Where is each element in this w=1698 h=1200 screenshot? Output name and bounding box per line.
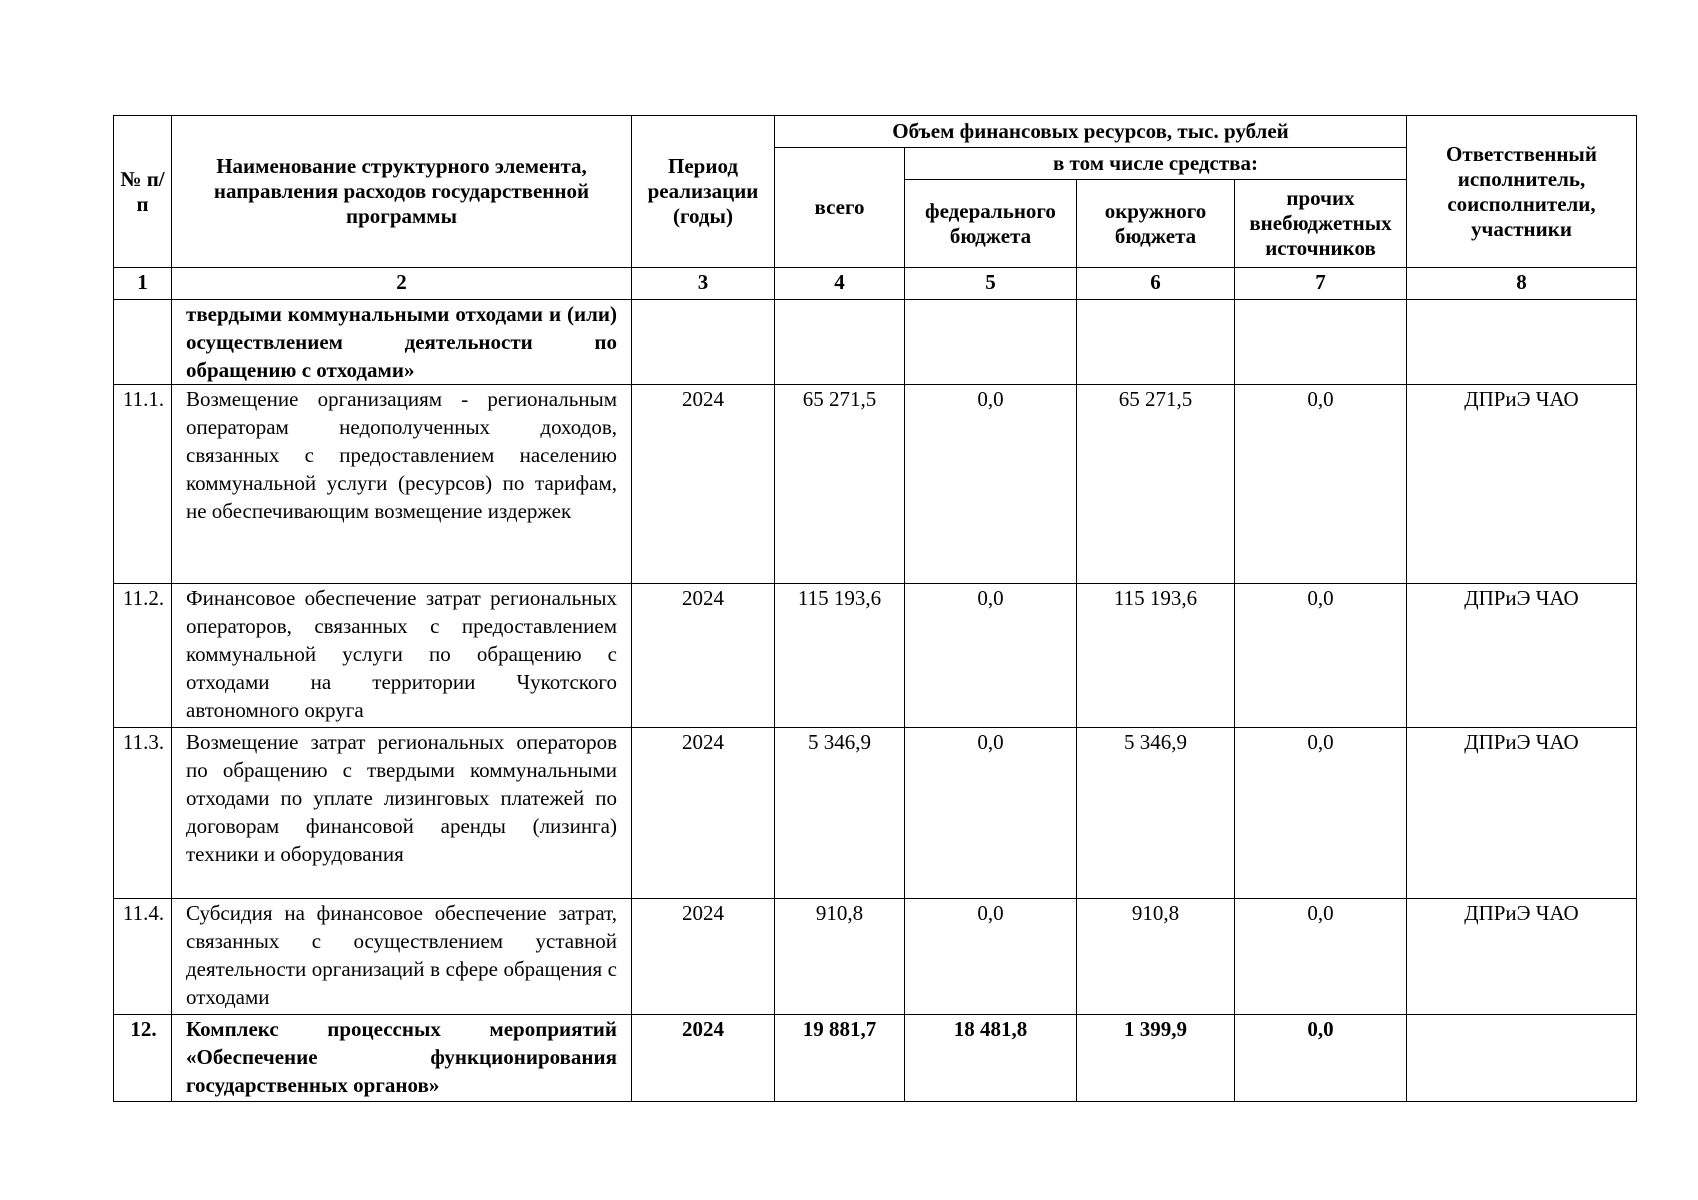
row-name: твердыми коммунальными отходами и (или) осуществлением деятельности по обращению с отходами» (172, 300, 632, 385)
row-federal (905, 300, 1077, 385)
row-total: 5 346,9 (775, 728, 905, 899)
header-name: Наименование структурного элемента, направления расходов государственной программы (172, 116, 632, 268)
row-period: 2024 (632, 899, 775, 1015)
row-period: 2024 (632, 728, 775, 899)
row-total: 115 193,6 (775, 584, 905, 728)
header-num: № п/п (114, 116, 172, 268)
header-district: окружного бюджета (1077, 180, 1235, 268)
row-period: 2024 (632, 584, 775, 728)
table-row (114, 899, 1637, 1015)
budget-table (113, 115, 1637, 1102)
row-federal: 0,0 (905, 899, 1077, 1015)
header-responsible: Ответственный исполнитель, соисполнители, участники (1407, 116, 1637, 268)
row-district: 5 346,9 (1077, 728, 1235, 899)
row-name: Субсидия на финансовое обеспечение затрат, связанных с осуществлением уставной деятельности организаций в сфере обращения с отходами (172, 899, 632, 1015)
row-other: 0,0 (1235, 584, 1407, 728)
row-period: 2024 (632, 385, 775, 584)
column-number: 5 (905, 268, 1077, 300)
row-num (114, 300, 172, 385)
row-total: 19 881,7 (775, 1015, 905, 1102)
column-number: 1 (114, 268, 172, 300)
row-federal: 0,0 (905, 728, 1077, 899)
row-other: 0,0 (1235, 899, 1407, 1015)
row-other: 0,0 (1235, 728, 1407, 899)
header-row-1 (114, 116, 1637, 148)
column-number: 6 (1077, 268, 1235, 300)
column-number: 7 (1235, 268, 1407, 300)
row-num: 12. (114, 1015, 172, 1102)
table-row (114, 728, 1637, 899)
table-row (114, 584, 1637, 728)
column-number: 8 (1407, 268, 1637, 300)
row-name: Финансовое обеспечение затрат региональных операторов, связанных с предоставлением коммунальной услуги по обращению с отходами на территории Чукотского автономного округа (172, 584, 632, 728)
header-including: в том числе средства: (905, 148, 1407, 180)
row-period (632, 300, 775, 385)
row-responsible (1407, 1015, 1637, 1102)
row-federal: 18 481,8 (905, 1015, 1077, 1102)
row-district (1077, 300, 1235, 385)
column-number: 4 (775, 268, 905, 300)
row-total: 65 271,5 (775, 385, 905, 584)
header-total: всего (775, 148, 905, 268)
row-total (775, 300, 905, 385)
header-other: прочих внебюджетных источников (1235, 180, 1407, 268)
row-district: 910,8 (1077, 899, 1235, 1015)
row-responsible: ДПРиЭ ЧАО (1407, 728, 1637, 899)
row-other: 0,0 (1235, 1015, 1407, 1102)
row-other: 0,0 (1235, 385, 1407, 584)
column-number: 2 (172, 268, 632, 300)
row-district: 65 271,5 (1077, 385, 1235, 584)
row-num: 11.2. (114, 584, 172, 728)
row-district: 115 193,6 (1077, 584, 1235, 728)
row-num: 11.3. (114, 728, 172, 899)
header-finance: Объем финансовых ресурсов, тыс. рублей (775, 116, 1407, 148)
row-period: 2024 (632, 1015, 775, 1102)
table-row (114, 300, 1637, 385)
row-num: 11.4. (114, 899, 172, 1015)
table-row (114, 385, 1637, 584)
row-name: Возмещение затрат региональных операторов по обращению с твердыми коммунальными отходами по уплате лизинговых платежей по договорам финансовой аренды (лизинга) техники и оборудования (172, 728, 632, 899)
row-name: Возмещение организациям - региональным операторам недополученных доходов, связанных с предоставлением населению коммунальной услуги (ресурсов) по тарифам, не обеспечивающим возмещение издержек (172, 385, 632, 584)
row-responsible: ДПРиЭ ЧАО (1407, 385, 1637, 584)
row-district: 1 399,9 (1077, 1015, 1235, 1102)
column-number-row (114, 268, 1637, 300)
header-period: Период реализации (годы) (632, 116, 775, 268)
row-federal: 0,0 (905, 584, 1077, 728)
row-total: 910,8 (775, 899, 905, 1015)
row-responsible: ДПРиЭ ЧАО (1407, 899, 1637, 1015)
column-number: 3 (632, 268, 775, 300)
row-name: Комплекс процессных мероприятий «Обеспечение функционирования государственных органов» (172, 1015, 632, 1102)
table-row (114, 1015, 1637, 1102)
row-other (1235, 300, 1407, 385)
row-num: 11.1. (114, 385, 172, 584)
header-federal: федерального бюджета (905, 180, 1077, 268)
row-responsible (1407, 300, 1637, 385)
row-federal: 0,0 (905, 385, 1077, 584)
row-responsible: ДПРиЭ ЧАО (1407, 584, 1637, 728)
